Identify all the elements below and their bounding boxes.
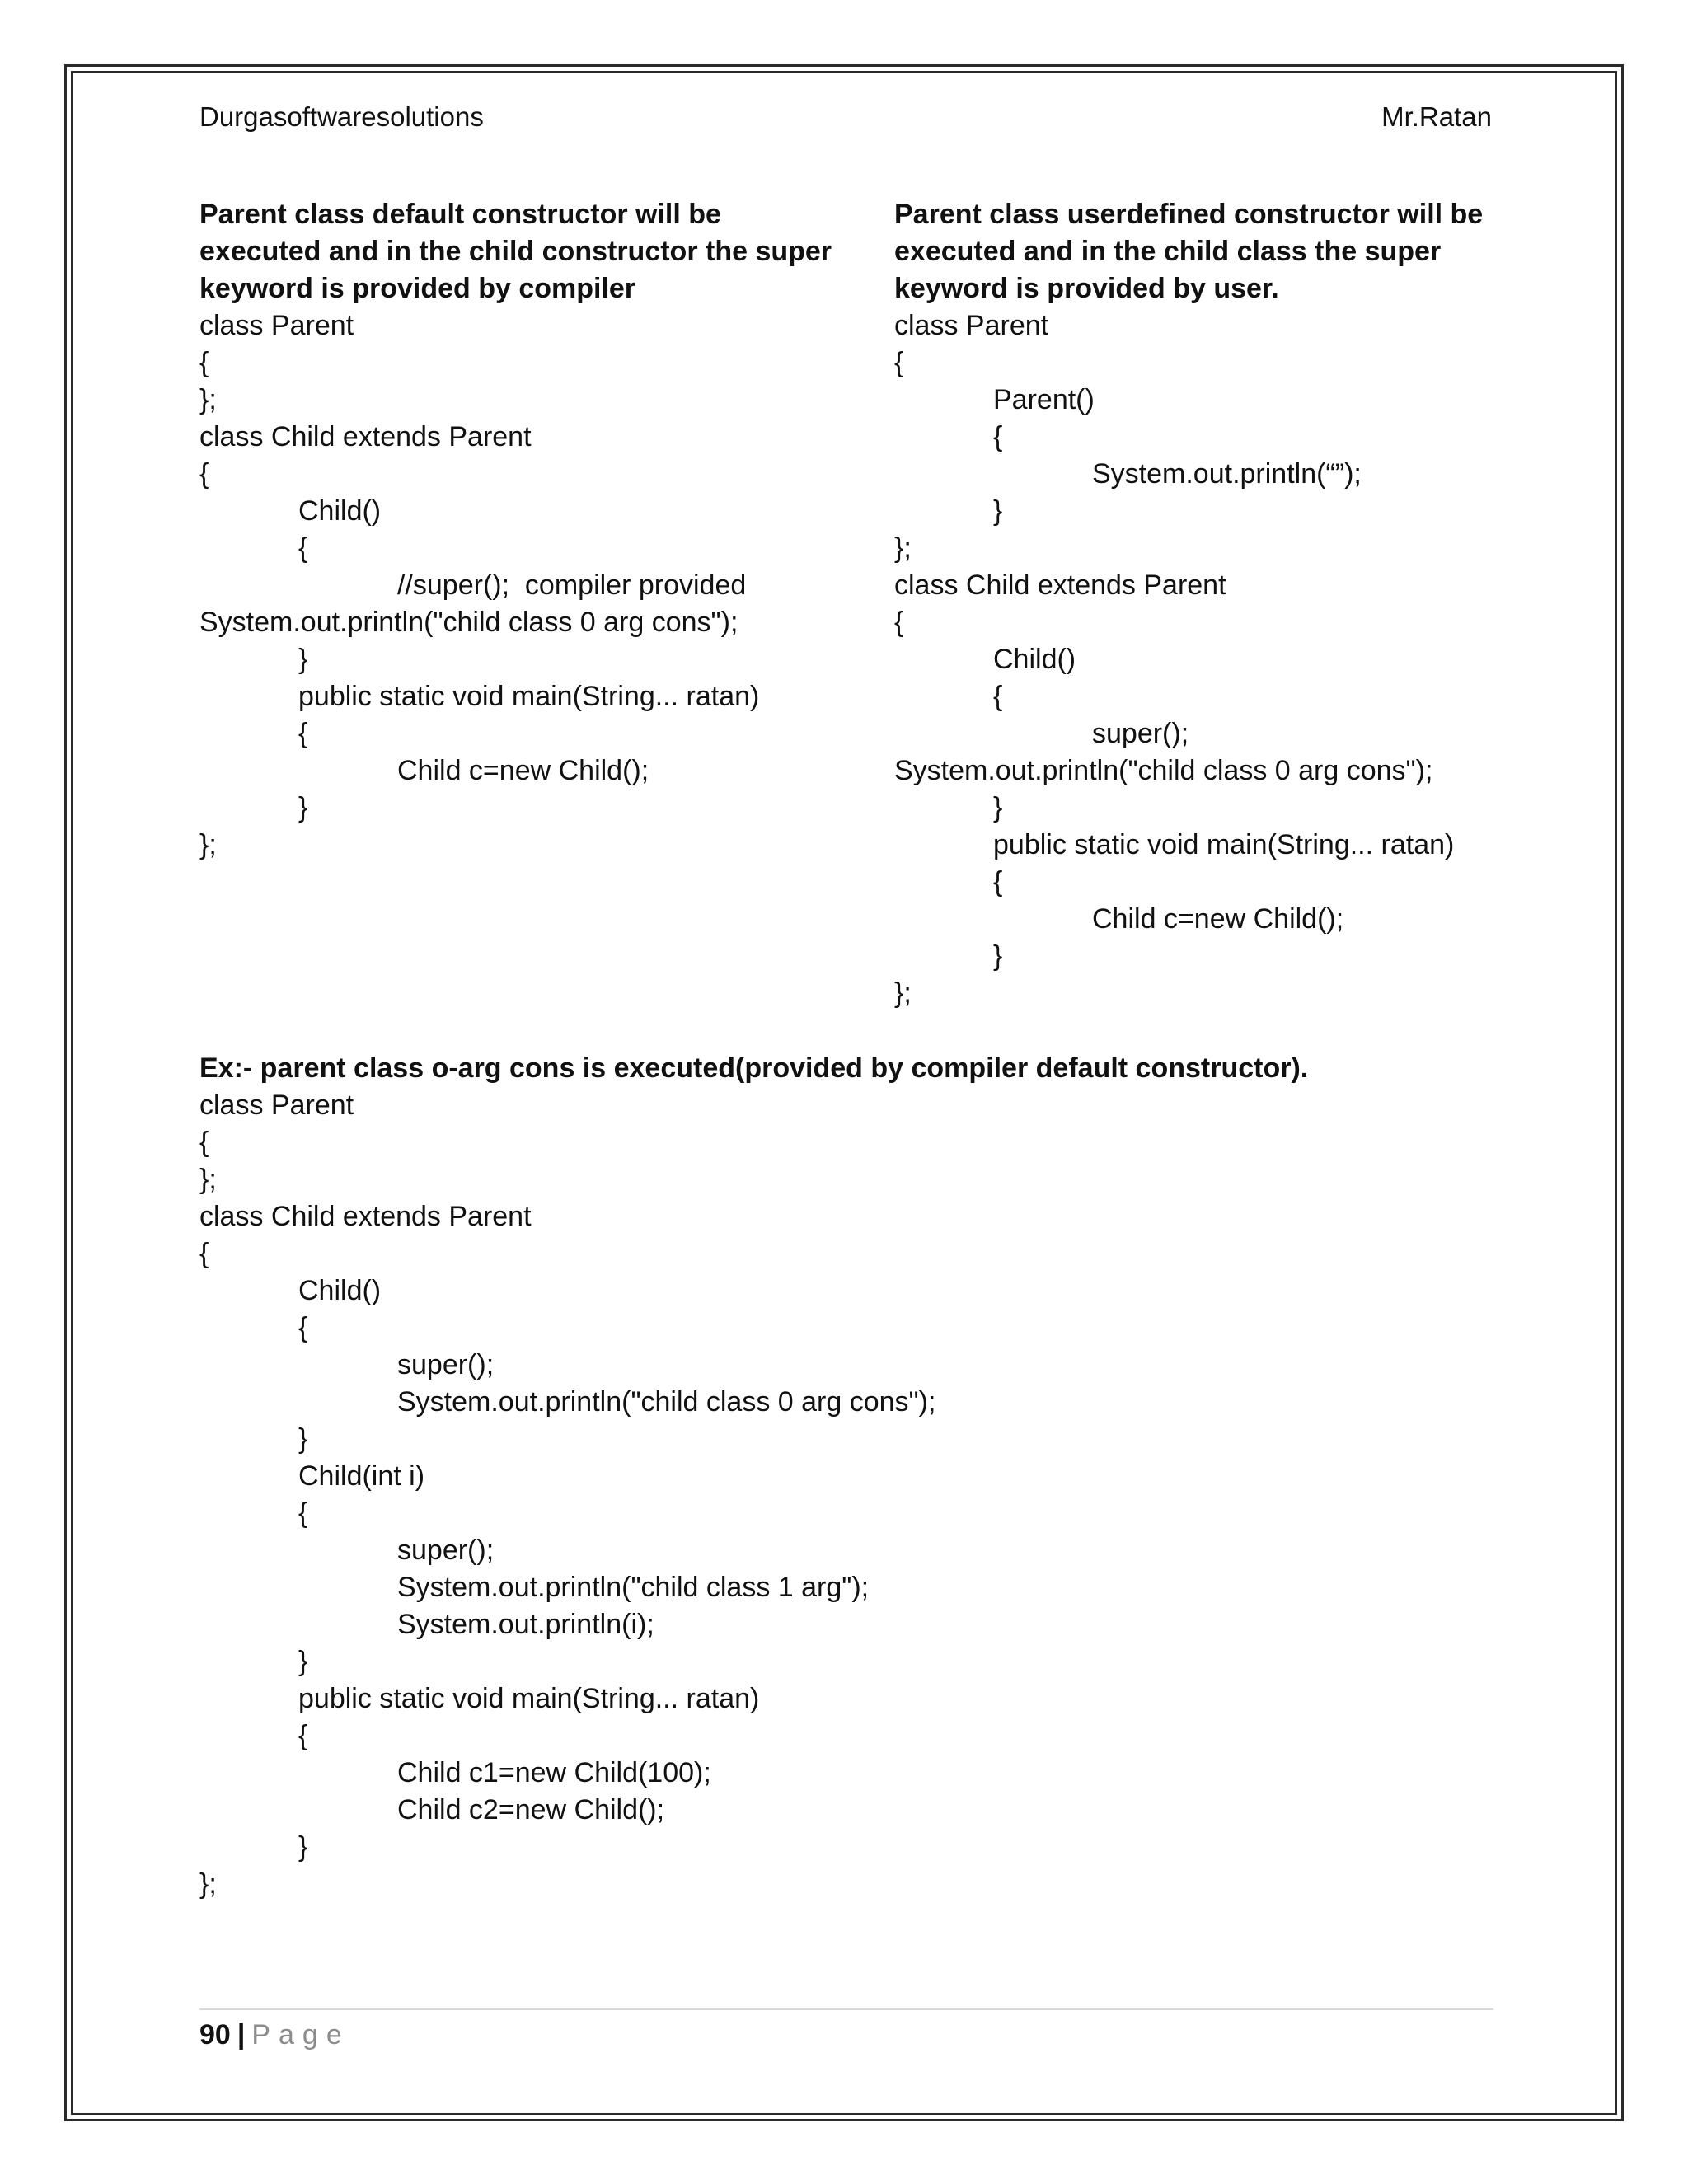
left-column bbox=[199, 196, 875, 864]
code-line: Child(int i) bbox=[298, 1460, 425, 1492]
example-code-block bbox=[199, 1087, 1518, 1903]
footer-separator: | bbox=[237, 2019, 246, 2050]
code-line: System.out.println("child class 0 arg cons"); bbox=[199, 607, 738, 638]
right-column bbox=[894, 196, 1554, 1012]
code-line: System.out.println(“”); bbox=[1092, 458, 1362, 490]
code-line: { bbox=[298, 1720, 308, 1751]
header-author: Mr.Ratan bbox=[1381, 101, 1492, 132]
code-line: } bbox=[298, 1831, 308, 1863]
code-line: { bbox=[199, 347, 209, 378]
left-code-block bbox=[199, 307, 875, 864]
example-heading: Ex:- parent class o-arg cons is executed(provided by compiler default constructor). bbox=[199, 1052, 1309, 1084]
code-line: super(); bbox=[397, 1349, 495, 1380]
code-line: { bbox=[993, 681, 1003, 712]
code-line: }; bbox=[199, 1164, 217, 1195]
code-line: Child() bbox=[298, 1275, 382, 1306]
code-line: //super(); compiler provided bbox=[397, 569, 747, 601]
right-code-block bbox=[894, 307, 1554, 1012]
code-line: { bbox=[298, 532, 308, 564]
footer-divider bbox=[199, 2008, 1493, 2010]
code-line: { bbox=[199, 458, 209, 490]
code-line: System.out.println("child class 0 arg cons"); bbox=[894, 755, 1433, 786]
page-footer bbox=[199, 2015, 350, 2055]
code-line: System.out.println("child class 0 arg cons"); bbox=[397, 1386, 936, 1418]
code-line: public static void main(String... ratan) bbox=[298, 1683, 760, 1714]
code-line: class Child extends Parent bbox=[894, 569, 1226, 601]
code-line: Child() bbox=[993, 644, 1076, 675]
code-line: { bbox=[199, 1238, 209, 1269]
code-line: class Parent bbox=[894, 310, 1049, 341]
code-line: } bbox=[993, 792, 1003, 823]
code-line: }; bbox=[894, 977, 912, 1009]
code-line: System.out.println("child class 1 arg"); bbox=[397, 1572, 870, 1603]
code-line: { bbox=[199, 1127, 209, 1158]
code-line: }; bbox=[199, 1868, 217, 1900]
code-line: } bbox=[993, 495, 1003, 527]
code-line: class Parent bbox=[199, 1090, 354, 1121]
code-line: Child c=new Child(); bbox=[397, 755, 649, 786]
left-heading: Parent class default constructor will be executed and in the child constructor the super keyword is provided by compiler bbox=[199, 199, 832, 304]
code-line: }; bbox=[199, 829, 217, 860]
code-line: public static void main(String... ratan) bbox=[993, 829, 1455, 860]
code-line: super(); bbox=[397, 1535, 495, 1566]
code-line: Child c2=new Child(); bbox=[397, 1794, 665, 1825]
code-line: } bbox=[298, 1423, 308, 1455]
code-line: } bbox=[298, 792, 308, 823]
code-line: { bbox=[298, 1497, 308, 1529]
code-line: Child c1=new Child(100); bbox=[397, 1757, 711, 1788]
page-label: Page bbox=[251, 2019, 350, 2050]
code-line: System.out.println(i); bbox=[397, 1609, 654, 1640]
code-line: { bbox=[298, 718, 308, 749]
code-line: { bbox=[894, 607, 904, 638]
code-line: { bbox=[993, 421, 1003, 452]
code-line: public static void main(String... ratan) bbox=[298, 681, 760, 712]
code-line: } bbox=[298, 644, 308, 675]
code-line: { bbox=[894, 347, 904, 378]
code-line: Child c=new Child(); bbox=[1092, 903, 1344, 935]
code-line: Child() bbox=[298, 495, 382, 527]
code-line: class Parent bbox=[199, 310, 354, 341]
example-section bbox=[199, 1050, 1518, 1903]
code-line: } bbox=[993, 940, 1003, 972]
code-line: } bbox=[298, 1646, 308, 1677]
right-heading: Parent class userdefined constructor will be executed and in the child class the super keyword is provided by user. bbox=[894, 199, 1484, 304]
code-line: class Child extends Parent bbox=[199, 421, 532, 452]
header-company: Durgasoftwaresolutions bbox=[199, 101, 484, 132]
code-line: Parent() bbox=[993, 384, 1095, 415]
code-line: }; bbox=[199, 384, 217, 415]
code-line: super(); bbox=[1092, 718, 1189, 749]
code-line: { bbox=[993, 866, 1003, 898]
code-line: { bbox=[298, 1312, 308, 1343]
code-line: }; bbox=[894, 532, 912, 564]
code-line: class Child extends Parent bbox=[199, 1201, 532, 1232]
page-number: 90 bbox=[199, 2019, 231, 2050]
